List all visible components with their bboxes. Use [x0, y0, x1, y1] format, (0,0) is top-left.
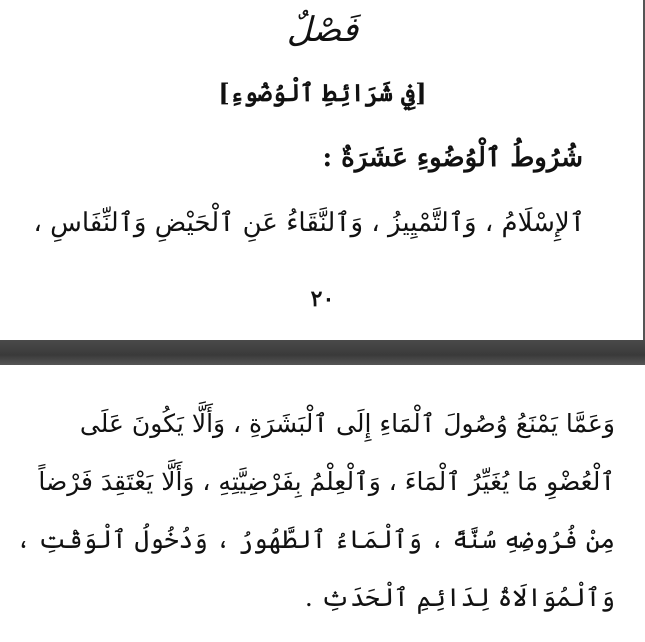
paragraph-line-4: وَٱلْمُوَالَاةُ لِدَائِمِ ٱلْحَدَثِ . [304, 583, 615, 612]
page-divider [0, 340, 645, 365]
chapter-title: فَصْلٌ [286, 10, 359, 50]
paragraph-line-2: ٱلْعُضْوِ مَا يُغَيِّرُ ٱلْمَاءَ ، وَٱلْعِلْمُ بِفَرْضِيَّتِهِ ، وَأَلَّا يَعْتَقِدَ فَرْضاً [38, 467, 615, 496]
paragraph-line-3: مِنْ فُرُوضِهِ سُنَّةً ، وَٱلْمَاءُ ٱلطَّهُورُ ، وَدُخُولُ ٱلْوَقْتِ ، [16, 525, 615, 554]
text-line-1: شُرُوطُ ٱلْوُضُوءِ عَشَرَةٌ : [322, 143, 583, 173]
section-subtitle: [فِي شَرَائِطِ ٱلْوُضُوءِ] [218, 78, 427, 107]
paragraph-line-1: وَعَمَّا يَمْنَعُ وُصُولَ ٱلْمَاءِ إِلَى ٱلْبَشَرَةِ ، وَأَلَّا يَكُونَ عَلَى [79, 409, 615, 438]
page-number: ٢٠ [310, 286, 335, 312]
body-paragraph [16, 395, 615, 627]
text-line-2: ٱلإِسْلَامُ ، وَٱلتَّمْيِيزُ ، وَٱلنَّقَاءُ عَنِ ٱلْحَيْضِ وَٱلنِّفَاسِ ، [33, 208, 585, 238]
